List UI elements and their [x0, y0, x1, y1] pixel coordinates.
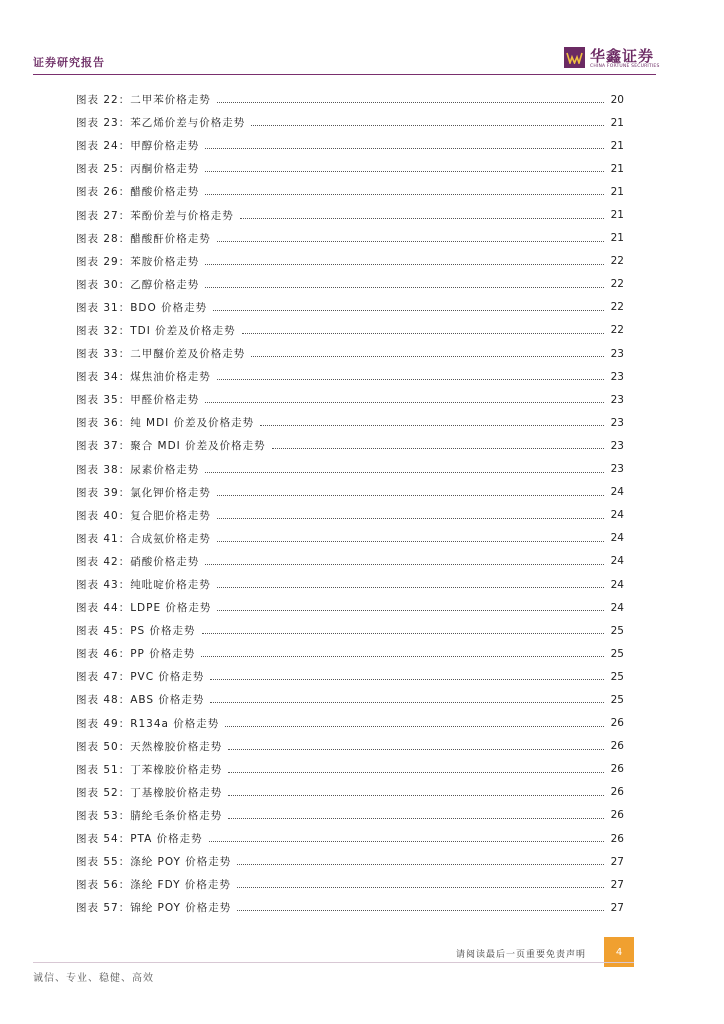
toc-entry-page: 21	[610, 162, 624, 175]
toc-entry-label: 图表 56：涤纶 FDY 价格走势	[76, 879, 231, 892]
toc-entry-page: 26	[610, 763, 624, 776]
toc-entry-page: 26	[610, 809, 624, 822]
toc-dot-leader	[237, 864, 604, 865]
toc-entry-label: 图表 47：PVC 价格走势	[76, 671, 205, 684]
toc-dot-leader	[228, 818, 604, 819]
toc-entry-label: 图表 42：硝酸价格走势	[76, 555, 200, 568]
toc-entry-page: 24	[610, 601, 624, 614]
toc-entry-label: 图表 35：甲醛价格走势	[76, 394, 200, 407]
toc-entry[interactable]	[76, 619, 624, 642]
toc-entry[interactable]	[76, 712, 624, 735]
footer-divider	[33, 962, 634, 963]
toc-entry-page: 24	[610, 532, 624, 545]
toc-entry-page: 26	[610, 832, 624, 845]
toc-entry[interactable]	[76, 203, 624, 226]
toc-dot-leader	[217, 518, 604, 519]
toc-dot-leader	[205, 148, 604, 149]
toc-dot-leader	[272, 448, 604, 449]
toc-entry[interactable]	[76, 896, 624, 919]
toc-entry-page: 20	[610, 93, 624, 106]
toc-dot-leader	[205, 194, 604, 195]
toc-entry-label: 图表 33：二甲醚价差及价格走势	[76, 348, 246, 361]
company-logo	[564, 44, 660, 72]
toc-entry-label: 图表 29：苯胺价格走势	[76, 255, 200, 268]
toc-dot-leader	[202, 633, 604, 634]
toc-dot-leader	[217, 610, 604, 611]
toc-entry-label: 图表 48：ABS 价格走势	[76, 694, 205, 707]
toc-entry[interactable]	[76, 88, 624, 111]
toc-dot-leader	[242, 333, 604, 334]
toc-entry[interactable]	[76, 134, 624, 157]
toc-entry-label: 图表 27：苯酚价差与价格走势	[76, 209, 234, 222]
toc-entry-page: 27	[610, 901, 624, 914]
toc-entry-page: 21	[610, 116, 624, 129]
toc-entry[interactable]	[76, 527, 624, 550]
toc-entry-page: 26	[610, 740, 624, 753]
toc-entry-label: 图表 32：TDI 价差及价格走势	[76, 324, 236, 337]
toc-dot-leader	[205, 402, 604, 403]
toc-entry[interactable]	[76, 342, 624, 365]
toc-entry[interactable]	[76, 365, 624, 388]
toc-entry-page: 23	[610, 439, 624, 452]
toc-entry-label: 图表 43：纯吡啶价格走势	[76, 579, 211, 592]
toc-entry[interactable]	[76, 688, 624, 711]
page-header	[33, 40, 660, 75]
toc-entry-label: 图表 53：腈纶毛条价格走势	[76, 809, 223, 822]
toc-entry-page: 24	[610, 509, 624, 522]
toc-entry-label: 图表 24：甲醇价格走势	[76, 140, 200, 153]
toc-dot-leader	[217, 495, 604, 496]
toc-dot-leader	[251, 356, 604, 357]
toc-entry-label: 图表 36：纯 MDI 价差及价格走势	[76, 417, 255, 430]
toc-entry-page: 21	[610, 139, 624, 152]
toc-entry[interactable]	[76, 735, 624, 758]
toc-dot-leader	[251, 125, 604, 126]
toc-entry-page: 23	[610, 370, 624, 383]
toc-entry-label: 图表 44：LDPE 价格走势	[76, 602, 212, 615]
toc-dot-leader	[205, 564, 604, 565]
toc-dot-leader	[205, 287, 604, 288]
toc-entry-label: 图表 40：复合肥价格走势	[76, 509, 211, 522]
toc-entry[interactable]	[76, 227, 624, 250]
toc-dot-leader	[213, 310, 604, 311]
toc-entry-page: 23	[610, 416, 624, 429]
toc-dot-leader	[237, 910, 604, 911]
toc-entry-label: 图表 41：合成氨价格走势	[76, 532, 211, 545]
toc-entry[interactable]	[76, 665, 624, 688]
toc-entry-page: 21	[610, 185, 624, 198]
logo-chinese-name: 华鑫证券	[590, 47, 655, 65]
toc-entry[interactable]	[76, 411, 624, 434]
logo-mark-icon	[564, 47, 585, 68]
toc-entry[interactable]	[76, 458, 624, 481]
toc-entry-label: 图表 57：锦纶 POY 价格走势	[76, 902, 232, 915]
toc-dot-leader	[260, 425, 604, 426]
toc-entry-page: 27	[610, 855, 624, 868]
toc-entry-page: 25	[610, 693, 624, 706]
toc-entry-label: 图表 25：丙酮价格走势	[76, 163, 200, 176]
toc-entry[interactable]	[76, 573, 624, 596]
toc-entry[interactable]	[76, 550, 624, 573]
toc-entry[interactable]	[76, 873, 624, 896]
toc-entry[interactable]	[76, 296, 624, 319]
toc-entry-page: 25	[610, 647, 624, 660]
toc-entry[interactable]	[76, 596, 624, 619]
toc-dot-leader	[240, 218, 604, 219]
toc-entry-label: 图表 34：煤焦油价格走势	[76, 371, 211, 384]
toc-entry-page: 23	[610, 393, 624, 406]
toc-dot-leader	[228, 772, 604, 773]
toc-dot-leader	[209, 841, 604, 842]
toc-entry-label: 图表 50：天然橡胶价格走势	[76, 740, 223, 753]
toc-entry-label: 图表 51：丁苯橡胶价格走势	[76, 763, 223, 776]
toc-dot-leader	[205, 472, 604, 473]
company-slogan: 诚信、专业、稳健、高效	[33, 973, 154, 984]
toc-entry-page: 25	[610, 624, 624, 637]
toc-entry[interactable]	[76, 319, 624, 342]
toc-entry-page: 26	[610, 786, 624, 799]
toc-dot-leader	[225, 726, 604, 727]
toc-entry[interactable]	[76, 850, 624, 873]
toc-entry-page: 26	[610, 717, 624, 730]
toc-entry[interactable]	[76, 111, 624, 134]
toc-entry-label: 图表 54：PTA 价格走势	[76, 833, 203, 846]
toc-entry-label: 图表 30：乙醇价格走势	[76, 278, 200, 291]
figure-index-list	[76, 88, 624, 919]
toc-dot-leader	[217, 102, 604, 103]
toc-entry-page: 22	[610, 278, 624, 291]
toc-entry-label: 图表 38：尿素价格走势	[76, 463, 200, 476]
toc-entry-label: 图表 46：PP 价格走势	[76, 648, 196, 661]
toc-dot-leader	[210, 679, 604, 680]
toc-entry-label: 图表 52：丁基橡胶价格走势	[76, 786, 223, 799]
toc-entry-label: 图表 28：醋酸酐价格走势	[76, 232, 211, 245]
logo-glyph-icon	[566, 52, 583, 64]
toc-entry[interactable]	[76, 504, 624, 527]
toc-entry[interactable]	[76, 250, 624, 273]
toc-entry-page: 24	[610, 555, 624, 568]
toc-entry-page: 22	[610, 255, 624, 268]
toc-dot-leader	[217, 241, 604, 242]
toc-entry-label: 图表 39：氯化钾价格走势	[76, 486, 211, 499]
toc-dot-leader	[201, 656, 604, 657]
toc-entry[interactable]	[76, 758, 624, 781]
toc-entry-page: 24	[610, 486, 624, 499]
toc-entry[interactable]	[76, 481, 624, 504]
toc-dot-leader	[217, 379, 604, 380]
toc-entry[interactable]	[76, 157, 624, 180]
toc-entry-page: 21	[610, 232, 624, 245]
toc-dot-leader	[228, 749, 604, 750]
page-number-badge: 4	[604, 937, 634, 967]
toc-entry-page: 27	[610, 878, 624, 891]
toc-entry-label: 图表 49：R134a 价格走势	[76, 717, 220, 730]
toc-entry-page: 24	[610, 578, 624, 591]
toc-dot-leader	[228, 795, 604, 796]
toc-entry-page: 22	[610, 324, 624, 337]
toc-dot-leader	[205, 264, 604, 265]
toc-entry[interactable]	[76, 434, 624, 457]
toc-entry-label: 图表 45：PS 价格走势	[76, 625, 196, 638]
disclaimer-note: 请阅读最后一页重要免责声明	[456, 950, 587, 960]
logo-english-name: CHINA FORTUNE SECURITIES	[590, 64, 660, 69]
toc-entry[interactable]	[76, 273, 624, 296]
toc-dot-leader	[237, 887, 604, 888]
toc-entry-page: 23	[610, 463, 624, 476]
toc-entry-label: 图表 31：BDO 价格走势	[76, 301, 208, 314]
toc-entry-label: 图表 55：涤纶 POY 价格走势	[76, 856, 232, 869]
toc-entry[interactable]	[76, 180, 624, 203]
report-type-title: 证券研究报告	[33, 56, 105, 69]
toc-entry[interactable]	[76, 642, 624, 665]
toc-dot-leader	[205, 171, 604, 172]
toc-entry[interactable]	[76, 388, 624, 411]
toc-entry-page: 22	[610, 301, 624, 314]
toc-entry-page: 23	[610, 347, 624, 360]
toc-dot-leader	[217, 587, 604, 588]
toc-entry[interactable]	[76, 804, 624, 827]
toc-entry-page: 21	[610, 209, 624, 222]
toc-entry-label: 图表 23：苯乙烯价差与价格走势	[76, 117, 246, 130]
toc-entry[interactable]	[76, 827, 624, 850]
toc-entry-label: 图表 22：二甲苯价格走势	[76, 94, 211, 107]
toc-entry[interactable]	[76, 781, 624, 804]
toc-dot-leader	[210, 702, 604, 703]
toc-entry-label: 图表 26：醋酸价格走势	[76, 186, 200, 199]
toc-dot-leader	[217, 541, 604, 542]
toc-entry-label: 图表 37：聚合 MDI 价差及价格走势	[76, 440, 266, 453]
toc-entry-page: 25	[610, 670, 624, 683]
